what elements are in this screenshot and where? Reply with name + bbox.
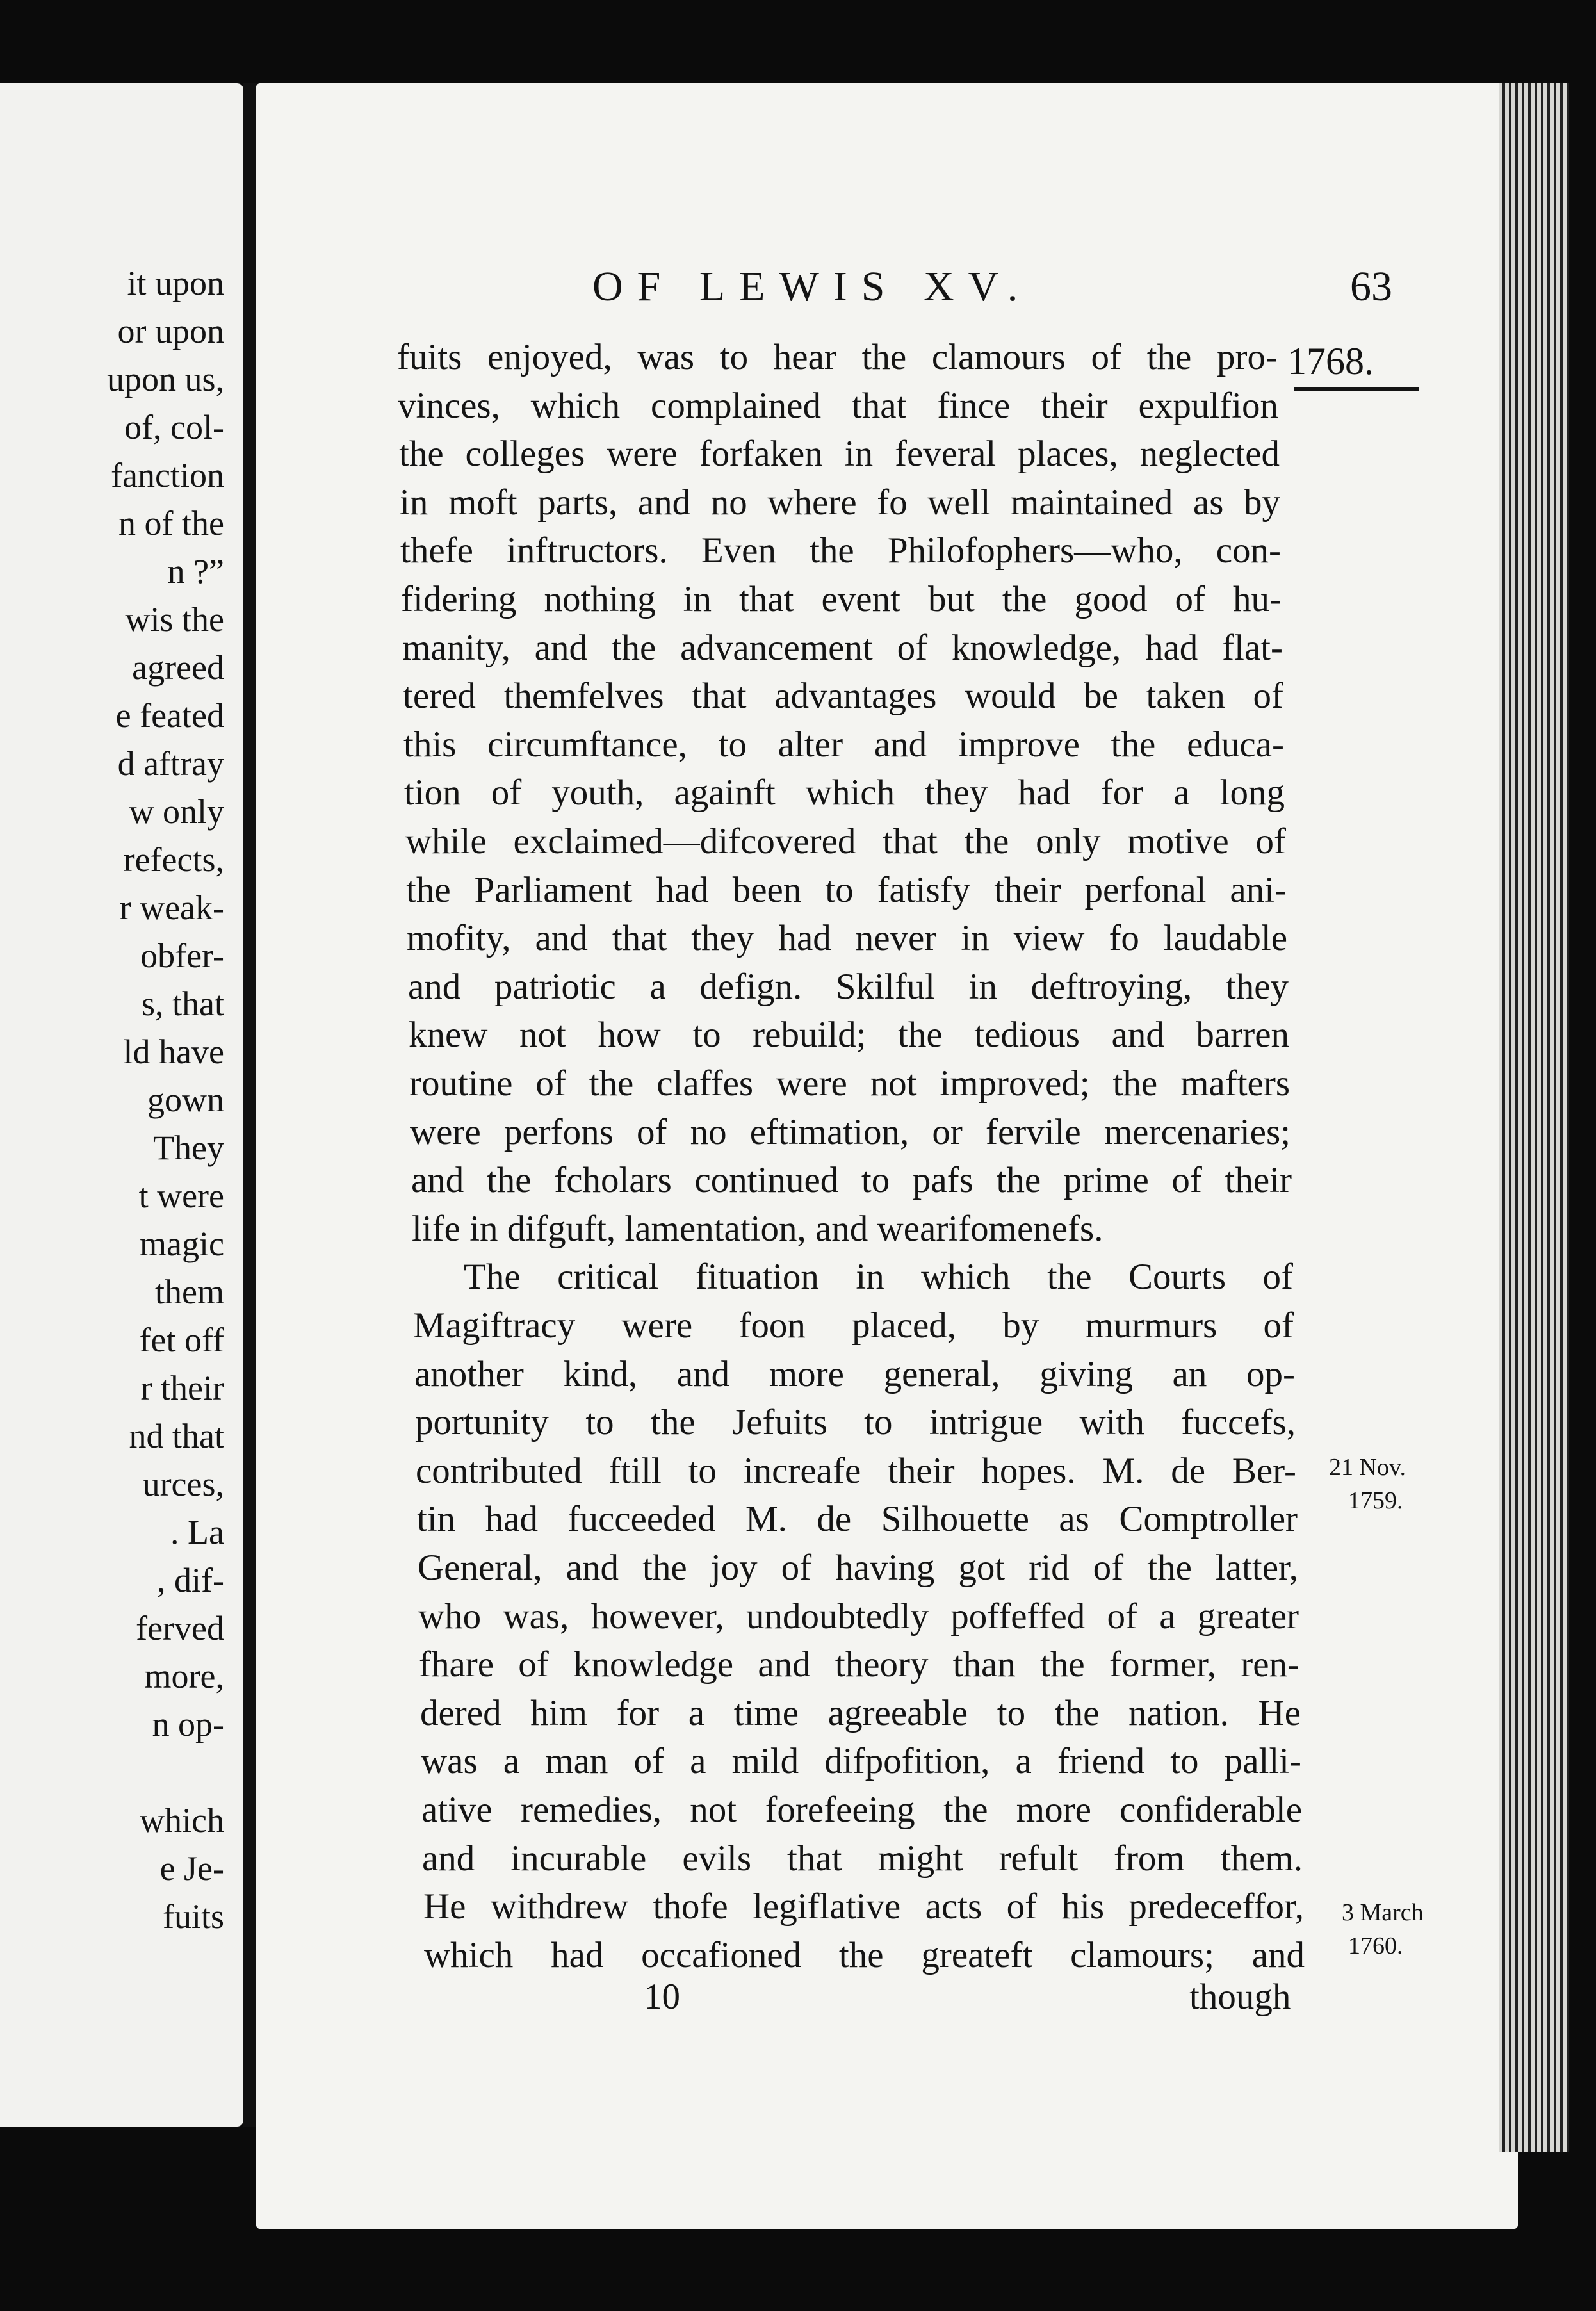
- text-line: vinces, which complained that fince their expulfion: [398, 385, 1278, 426]
- left-page-line: nd that: [129, 1417, 224, 1455]
- left-page-line: obfer-: [140, 936, 224, 975]
- left-page-line: magic: [140, 1225, 224, 1263]
- signature-mark: 10: [644, 1977, 680, 2017]
- text-line: and incurable evils that might refult from them.: [422, 1838, 1303, 1879]
- text-line: the Parliament had been to fatisfy their perfonal ani-: [406, 869, 1287, 910]
- text-line: this circumftance, to alter and improve the educa-: [403, 724, 1284, 765]
- text-line: routine of the claffes were not improved; the mafters: [409, 1063, 1290, 1104]
- left-page-line: d aftray: [117, 744, 224, 783]
- text-line: ative remedies, not forefeeing the more confiderable: [421, 1790, 1302, 1830]
- left-page-line: e feated: [115, 696, 224, 735]
- left-page-line: r weak-: [119, 888, 224, 927]
- left-page-line: agreed: [132, 648, 224, 687]
- side-note-1: [1329, 1451, 1406, 1517]
- text-line: and patriotic a defign. Skilful in deftroying, they: [408, 966, 1289, 1007]
- left-page-line: it upon: [127, 264, 224, 302]
- left-page-line: . La: [170, 1513, 224, 1551]
- text-line: He withdrew thofe legiflative acts of his predeceffor,: [423, 1886, 1304, 1927]
- text-line: tered themfelves that advantages would be taken of: [403, 676, 1283, 717]
- paragraph-start-line: The critical fituation in which the Courts of: [464, 1257, 1293, 1298]
- text-line: General, and the joy of having got rid of the latter,: [418, 1547, 1298, 1588]
- text-line: while exclaimed—difcovered that the only motive of: [405, 821, 1286, 862]
- left-page-line: fanction: [111, 456, 224, 494]
- text-line: and the fcholars continued to pafs the prime of their: [411, 1160, 1292, 1201]
- text-line: who was, however, undoubtedly poffeffed of a greater: [418, 1596, 1299, 1637]
- left-page-line: fet off: [139, 1321, 224, 1359]
- left-page-line: wis the: [125, 600, 224, 639]
- left-page-line: gown: [147, 1081, 224, 1119]
- side-note-1-line1: 21 Nov.: [1329, 1454, 1406, 1481]
- text-line: another kind, and more general, giving an op-: [414, 1353, 1295, 1394]
- page-number: 63: [1350, 263, 1392, 310]
- text-line: fidering nothing in that event but the good of hu-: [401, 579, 1282, 619]
- text-line: fhare of knowledge and theory than the former, ren-: [419, 1644, 1299, 1685]
- left-page-line: fuits: [162, 1897, 224, 1936]
- left-page-line: w only: [129, 792, 224, 831]
- page-edges: [1499, 83, 1569, 2152]
- text-line: Magiftracy were foon placed, by murmurs of: [413, 1305, 1294, 1346]
- left-page-line: upon us,: [106, 360, 224, 398]
- left-page-line: urces,: [142, 1465, 224, 1503]
- text-line: tin had fucceeded M. de Silhouette as Comptroller: [417, 1499, 1298, 1540]
- left-page-line: e Je-: [159, 1849, 224, 1888]
- left-page-line: , dif-: [157, 1561, 224, 1599]
- text-line: which had occafioned the greateft clamours; and: [424, 1934, 1305, 1975]
- side-note-1-line2: 1759.: [1348, 1487, 1403, 1514]
- text-line: knew not how to rebuild; the tedious and barren: [409, 1015, 1289, 1056]
- left-page-line: ld have: [123, 1033, 224, 1071]
- margin-year: 1768.: [1287, 340, 1374, 382]
- text-line: the colleges were forfaken in feveral places, neglected: [399, 434, 1280, 475]
- text-line: manity, and the advancement of knowledge, had flat-: [402, 627, 1283, 668]
- text-line: portunity to the Jefuits to intrigue with fuccefs,: [415, 1402, 1296, 1443]
- left-page-line: which: [140, 1801, 224, 1840]
- facing-page-left: [0, 83, 243, 2127]
- left-page-line: t were: [138, 1177, 224, 1215]
- side-note-2-line1: 3 March: [1342, 1899, 1424, 1926]
- left-page-line: more,: [144, 1657, 224, 1695]
- text-line: in moft parts, and no where fo well maintained as by: [400, 482, 1280, 523]
- left-page-line: n ?”: [167, 552, 224, 591]
- left-page-line: r their: [140, 1369, 224, 1407]
- text-line: thefe inftructors. Even the Philofophers—who, con-: [400, 530, 1281, 571]
- left-page-line: of, col-: [124, 408, 224, 446]
- text-line: were perfons of no eftimation, or fervile mercenaries;: [410, 1111, 1291, 1152]
- text-line: was a man of a mild difpofition, a friend to palli-: [421, 1741, 1301, 1782]
- left-page-line: refects,: [123, 840, 224, 879]
- text-line: dered him for a time agreeable to the nation. He: [420, 1692, 1301, 1733]
- left-page-line: or upon: [117, 312, 224, 350]
- left-page-line: n of the: [118, 504, 224, 543]
- text-line: life in difguft, lamentation, and wearifomenefs.: [412, 1208, 1103, 1249]
- left-page-line: ferved: [136, 1609, 224, 1647]
- left-page-line: They: [153, 1129, 224, 1167]
- left-page-line: n op-: [152, 1705, 224, 1743]
- text-line: mofity, and that they had never in view fo laudable: [407, 918, 1287, 959]
- side-note-2: [1342, 1896, 1424, 1963]
- text-line: contributed ftill to increafe their hopes. M. de Ber-: [416, 1450, 1296, 1491]
- side-note-2-line2: 1760.: [1348, 1932, 1403, 1959]
- left-page-line: them: [155, 1273, 224, 1311]
- left-page-line: s, that: [142, 984, 224, 1023]
- margin-year-rule: [1294, 387, 1419, 391]
- catchword: though: [1189, 1977, 1291, 2017]
- running-head: OF LEWIS XV.: [592, 263, 1032, 310]
- text-line: fuits enjoyed, was to hear the clamours of the pro-: [397, 337, 1278, 377]
- text-line: tion of youth, againft which they had for a long: [404, 772, 1285, 813]
